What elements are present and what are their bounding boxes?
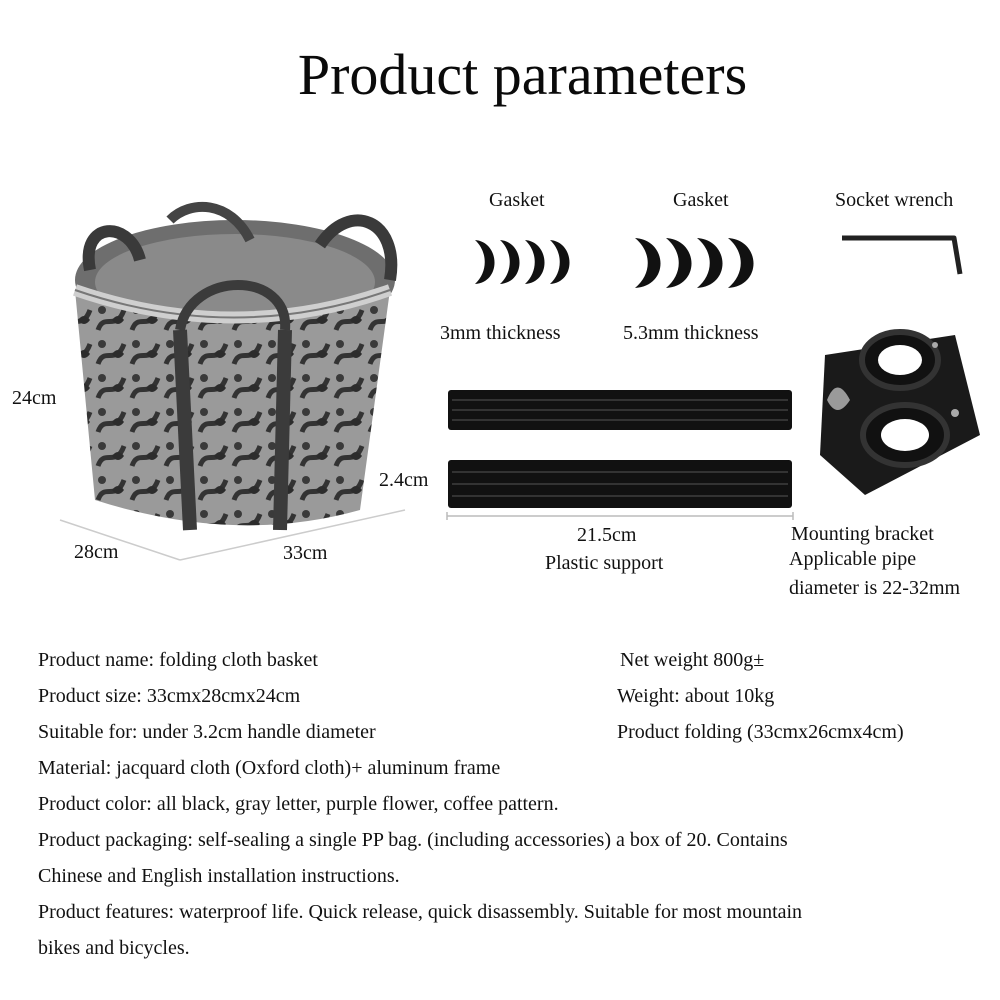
basket-illustration [60, 200, 420, 570]
gasket-1-thickness: 3mm thickness [440, 322, 561, 344]
gasket-2-thickness: 5.3mm thickness [623, 322, 759, 344]
spec-folding-size: Product folding (33cmx26cmx4cm) [617, 721, 904, 743]
spec-weight: Weight: about 10kg [617, 685, 775, 707]
spec-material: Material: jacquard cloth (Oxford cloth)+ aluminum frame [38, 757, 501, 779]
page-title: Product parameters [297, 42, 748, 107]
support-length-guide [445, 508, 795, 522]
spec-packaging-line2: Chinese and English installation instructions. [38, 865, 400, 887]
bracket-name: Mounting bracket [791, 523, 934, 545]
basket-height-label: 24cm [12, 387, 57, 409]
spec-product-size: Product size: 33cmx28cmx24cm [38, 685, 301, 707]
bracket-pipe-line2: diameter is 22-32mm [789, 577, 961, 599]
spec-product-name: Product name: folding cloth basket [38, 649, 318, 671]
wrench-label: Socket wrench [835, 189, 954, 211]
spec-packaging-line1: Product packaging: self-sealing a single PP bag. (including accessories) a box of 20. Contains [38, 829, 788, 851]
gasket-5mm-icon [630, 232, 760, 294]
socket-wrench-icon [838, 230, 968, 280]
spec-features-line1: Product features: waterproof life. Quick release, quick disassembly. Suitable for most mountain [38, 901, 803, 923]
plastic-support-bar-top [448, 390, 792, 430]
support-length-label: 21.5cm [577, 524, 637, 546]
gasket-2-label: Gasket [673, 189, 729, 211]
support-name: Plastic support [545, 552, 664, 574]
gasket-1-label: Gasket [489, 189, 545, 211]
bracket-pipe-line1: Applicable pipe [789, 548, 917, 570]
spec-net-weight: Net weight 800g± [620, 649, 765, 671]
basket-width-label: 33cm [283, 542, 328, 564]
plastic-support-bar-bottom [448, 460, 792, 508]
spec-color: Product color: all black, gray letter, purple flower, coffee pattern. [38, 793, 559, 815]
basket-depth-label: 28cm [74, 541, 119, 563]
spec-suitable-for: Suitable for: under 3.2cm handle diameter [38, 721, 376, 743]
spec-features-line2: bikes and bicycles. [38, 937, 190, 959]
gasket-3mm-icon [470, 232, 580, 292]
support-height-label: 2.4cm [379, 469, 429, 491]
mounting-bracket-icon [805, 315, 985, 505]
